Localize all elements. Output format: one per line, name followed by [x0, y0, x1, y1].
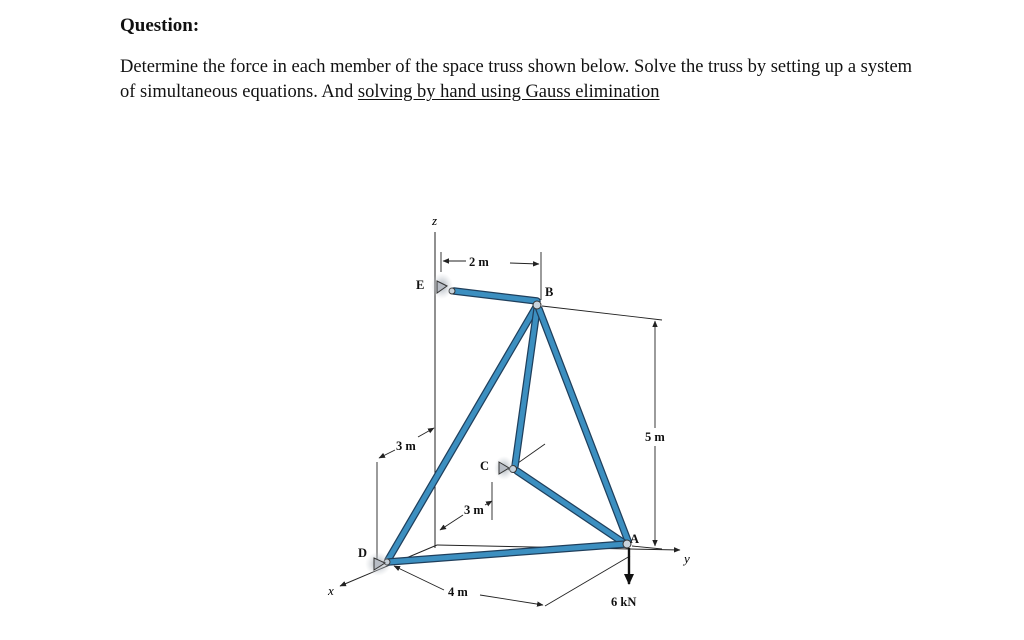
- dim-3m-left-b: [418, 428, 434, 437]
- label-joint-a: A: [630, 532, 640, 546]
- label-dim-4m: 4 m: [448, 585, 468, 599]
- label-joint-d: D: [358, 546, 368, 560]
- dim-4m-right: [480, 595, 543, 605]
- joint-b-pin: [533, 301, 541, 309]
- member-bd: [388, 307, 536, 560]
- dim-2m-right: [510, 263, 539, 264]
- label-dim-5m: 5 m: [645, 430, 665, 444]
- dim-3m-c-b: [485, 501, 492, 505]
- support-d: [365, 552, 391, 576]
- problem-text: Determine the force in each member of the space truss shown below. Solve the truss by setting up a system of simultaneous equations. And: [120, 57, 913, 102]
- question-heading: Question:: [120, 15, 200, 36]
- label-dim-3m-left: 3 m: [396, 439, 416, 453]
- label-joint-b: B: [545, 285, 554, 299]
- z-axis-label: z: [432, 213, 438, 228]
- truss-members: [388, 291, 628, 562]
- dim-3m-c-a: [440, 515, 463, 530]
- support-e: [431, 273, 453, 299]
- label-load: 6 kN: [611, 595, 637, 609]
- joint-labels: [358, 278, 639, 560]
- problem-text-underlined: solving by hand using Gauss elimination: [357, 82, 660, 102]
- dim-3m-left-a: [379, 450, 395, 458]
- label-joint-e: E: [416, 278, 425, 292]
- label-dim-3m-c: 3 m: [464, 503, 484, 517]
- label-joint-c: C: [480, 459, 490, 473]
- label-dim-2m: 2 m: [469, 255, 489, 269]
- support-c: [494, 456, 514, 480]
- x-axis-label: x: [328, 583, 334, 598]
- dim-4m-left: [394, 566, 444, 590]
- member-eb: [454, 291, 537, 301]
- member-ba: [539, 309, 628, 541]
- y-axis-label: y: [684, 551, 690, 566]
